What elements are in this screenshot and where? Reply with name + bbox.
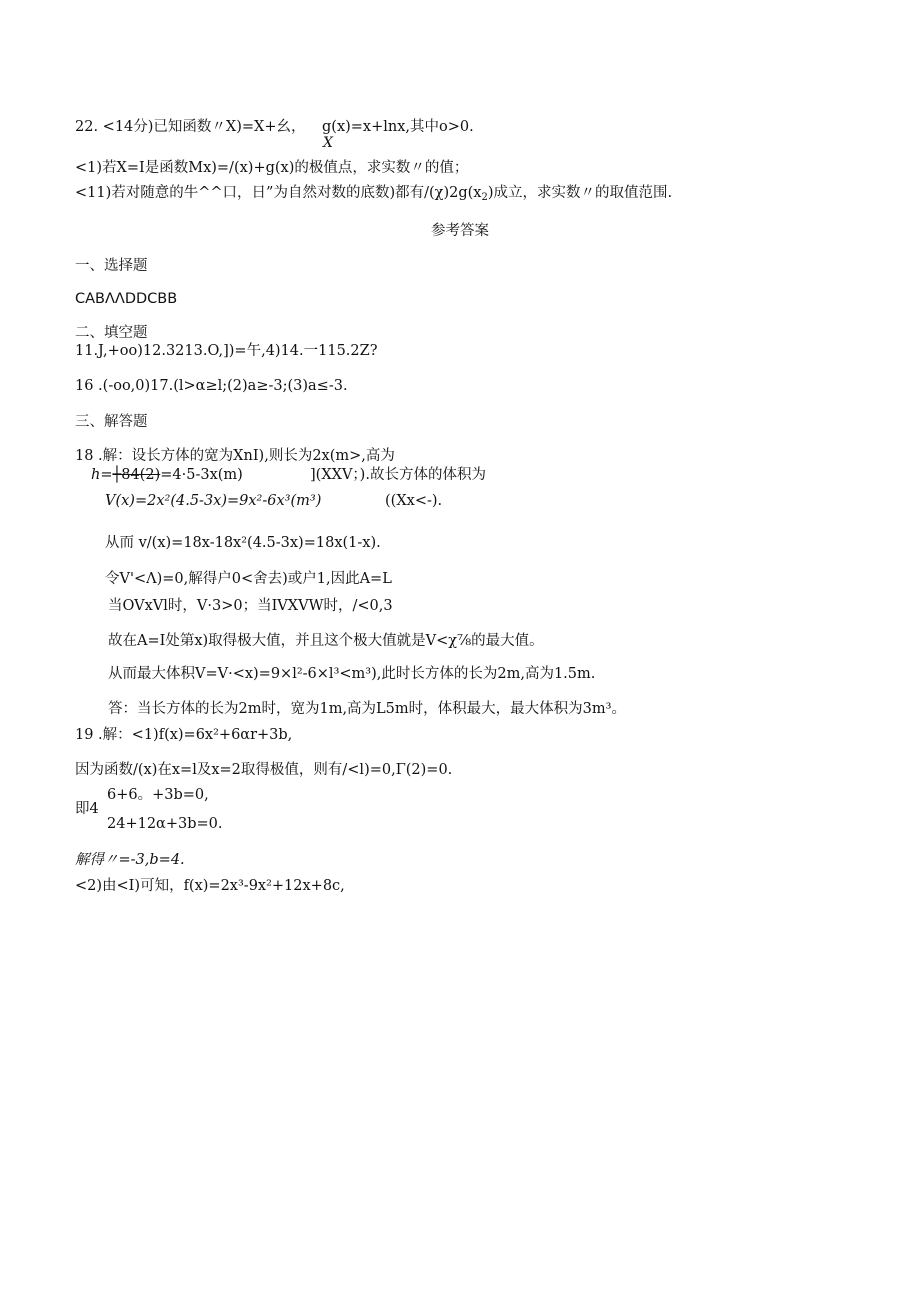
q18-final-answer: 答：当长方体的长为2m时，宽为1m,高为L5m时，体积最大，最大体积为3m³。 [108, 701, 626, 717]
q18-critical-points: 令V'<Λ)=0,解得户0<舍去)或户1,因此A=L [105, 571, 392, 587]
q22-line2-text: <1)若X=I是函数Mx)=/(x)+g(x)的极值点，求实数〃的值； [75, 160, 469, 176]
q18-line2 [91, 466, 243, 484]
q22-line1-fraction-denominator: X [323, 135, 333, 151]
q19-line1: 19 .解：<1)f(x)=6x²+6αr+3b, [75, 727, 293, 743]
q19-system-eq2: 24+12α+3b=0. [107, 816, 223, 832]
q22-line3-part-b: )成立，求实数〃的取值范围. [487, 185, 673, 201]
choice-answers: CABΛΛDDCBB [75, 291, 178, 307]
q19-system-eq1: 6+6。+3b=0, [107, 787, 209, 803]
q18-derivative: 从而 v/(x)=18x-18x²(4.5-3x)=18x(1-x). [105, 535, 381, 551]
answers-title: 参考答案 [431, 223, 489, 239]
q18-max-volume: 从而最大体积V=V·<x)=9×l²-6×l³<m³),此时长方体的长为2m,高为1.5m. [108, 666, 596, 682]
q18-volume-domain: ((Xx<-). [385, 493, 443, 509]
q22-line3-subscript: 2 [481, 192, 488, 203]
q22-line1-g-expression: g(x)=x+lnx,其中o>0. [322, 119, 474, 135]
q18-volume-formula: V(x)=2x²(4.5-3x)=9x²-6x³(m³) [105, 493, 322, 509]
q19-part2: <2)由<I)可知，f(x)=2x³-9x²+12x+8c, [75, 878, 345, 894]
q22-line3-text [75, 184, 672, 207]
q18-height-symbol: h= [91, 467, 113, 483]
q22-line3-part-a: <11)若对随意的牛^^口，日”为自然对数的底数)都有/(χ)2g(x [75, 185, 482, 201]
q18-maximum-statement: 故在A=I处第x)取得极大值，并且这个极大值就是V<χ⅞的最大值。 [108, 633, 544, 649]
q19-solution: 解得〃=-3,b=4. [75, 852, 185, 868]
q19-system-label: 即4 [75, 801, 99, 817]
q22-line1-text: 22. <14分)已知函数〃X)=X+幺， [75, 119, 306, 135]
section-solution-heading: 三、解答题 [75, 414, 148, 430]
fill-answers-line2: 16 .(-oo,0)17.(l>α≥l;(2)a≥-3;(3)a≤-3. [75, 378, 348, 394]
q19-line2: 因为函数/(x)在x=l及x=2取得极值，则有/<l)=0,Γ(2)=0. [75, 762, 453, 778]
section-fill-heading: 二、填空题 [75, 325, 148, 341]
q18-line1: 18 .解：设长方体的宽为XnI),则长为2x(m>,高为 [75, 448, 395, 464]
q18-monotonicity: 当OVxVl时，V·3>0；当IVXVW时，/<0,3 [108, 598, 393, 614]
q18-height-expression: =4·5-3x(m) [160, 467, 243, 483]
section-choice-heading: 一、选择题 [75, 258, 148, 274]
q18-line2-domain: ](XXV；).故长方体的体积为 [310, 467, 486, 483]
fill-answers-line1: 11.J,+oo)12.3213.O,])=午,4)14.一115.2Z? [75, 343, 378, 359]
q18-struck-fraction: ┼84(2) [112, 467, 161, 483]
